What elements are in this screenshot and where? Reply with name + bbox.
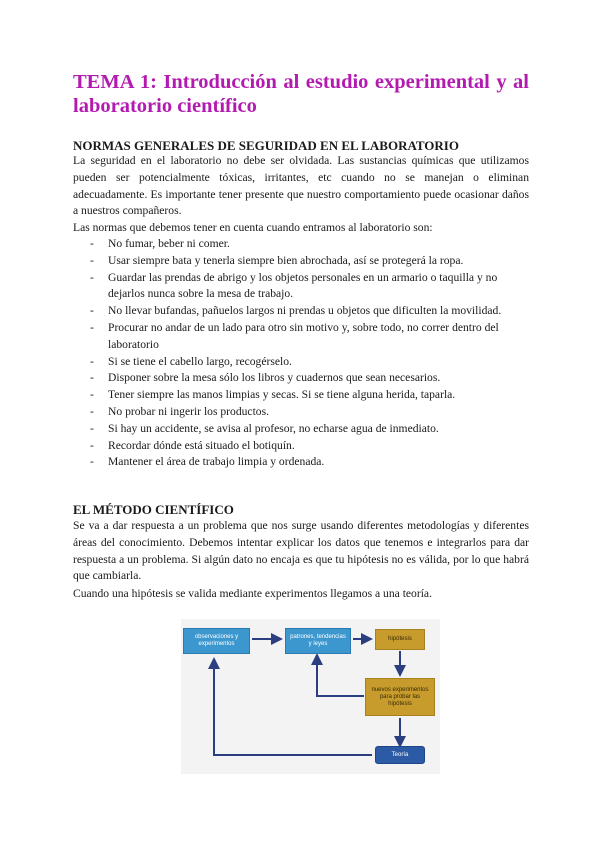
patterns-label: patrones, tendencias y leyes [290,634,346,647]
list-item: - Si se tiene el cabello largo, recogérselo. [73,354,529,371]
list-item: - Usar siempre bata y tenerla siempre bien abrochada, así se protegerá la ropa. [73,253,529,270]
list-item: - Disponer sobre la mesa sólo los libros y cuadernos que sean necesarios. [73,370,529,387]
theory-label: Teoría [391,751,409,758]
safety-rules-lead: Las normas que debemos tener en cuenta cuando entramos al laboratorio son: [73,221,433,234]
safety-heading: NORMAS GENERALES DE SEGURIDAD EN EL LABORATORIO [73,138,459,153]
list-item: - No probar ni ingerir los productos. [73,404,529,421]
list-item: - Mantener el área de trabajo limpia y ordenada. [73,454,529,471]
observations-label: observaciones y experimentos [194,634,239,647]
arrow-theory-to-observations [214,660,372,755]
method-note: Cuando una hipótesis se valida mediante experimentos llegamos a una teoría. [73,587,432,600]
list-item: - Tener siempre las manos limpias y secas. Si se tiene alguna herida, taparla. [73,387,529,404]
safety-intro-paragraph: La seguridad en el laboratorio no debe ser olvidada. Las sustancias químicas que utilizamos pueden ser potencialmente tóxicas, irritantes, etc cuando no se manejan o eliminan adecuadamente. Es importante tener presente que nuestro comportamiento puede ocasionar daños a nuestros compañeros. [73,154,529,218]
new-experiments-box [365,678,435,716]
list-item: - No llevar bufandas, pañuelos largos ni prendas u objetos que dificulten la movilidad. [73,303,529,320]
method-heading: EL MÉTODO CIENTÍFICO [73,502,234,517]
list-item: - Recordar dónde está situado el botiquín. [73,438,529,455]
list-item: - Guardar las prendas de abrigo y los objetos personales en un armario o taquilla y no dejarlos nunca sobre la mesa de trabajo. [73,270,529,304]
page-title: TEMA 1: Introducción al estudio experimental y al laboratorio científico [73,71,529,117]
list-item: - Procurar no andar de un lado para otro sin motivo y, sobre todo, no correr dentro del laboratorio [73,320,529,354]
hypothesis-box [375,629,425,650]
new-experiments-label: nuevos experimentos para probar las hipótesis [371,686,429,707]
theory-box [375,746,425,764]
list-item: - No fumar, beber ni comer. [73,236,529,253]
scientific-method-diagram [181,619,440,774]
observations-box [183,628,250,654]
safety-rules-list [73,236,529,471]
list-item: - Si hay un accidente, se avisa al profesor, no echarse agua de inmediato. [73,421,529,438]
method-paragraph: Se va a dar respuesta a un problema que nos surge usando diferentes metodologías y diferentes áreas del conocimiento. Debemos intentar explicar los datos que tenemos e integrarlos para dar respuesta a un problema. Si algún dato no encaja es que tu hipótesis no es válida, por lo que habrá que cambiarla. [73,519,529,583]
patterns-box [285,628,351,654]
hypothesis-label: hipótesis [388,636,412,642]
arrow-experiments-to-patterns [317,656,364,696]
